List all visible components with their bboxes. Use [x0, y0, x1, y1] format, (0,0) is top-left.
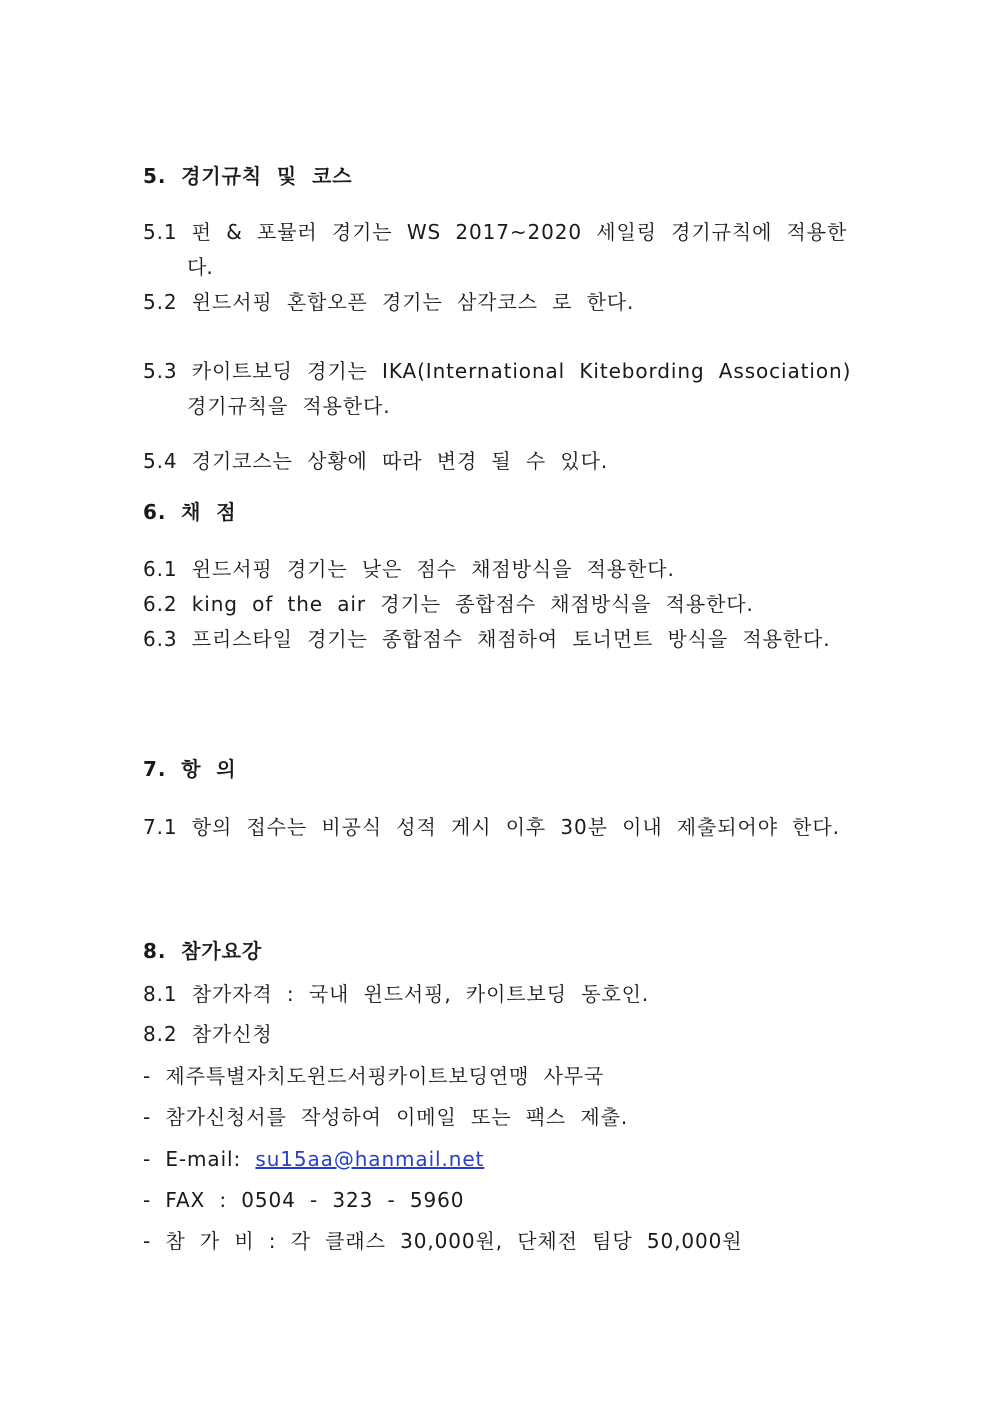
section-6-heading: 6. 채 점 — [143, 500, 237, 524]
detail-email — [143, 1149, 484, 1169]
item-7-1: 7.1 항의 접수는 비공식 성적 게시 이후 30분 이내 제출되어야 한다. — [143, 815, 840, 839]
item-5-3: 5.3 카이트보딩 경기는 IKA(International Kitebording Association) — [143, 359, 852, 383]
item-5-4: 5.4 경기코스는 상황에 따라 변경 될 수 있다. — [143, 449, 609, 473]
detail-application: - 참가신청서를 작성하여 이메일 또는 팩스 제출. — [143, 1105, 629, 1129]
section-8-heading: 8. 참가요강 — [143, 939, 263, 963]
email-label: - E-mail: — [143, 1147, 256, 1171]
item-5-3-cont: 경기규칙을 적용한다. — [187, 394, 391, 418]
section-5-heading: 5. 경기규칙 및 코스 — [143, 164, 353, 188]
detail-fax: - FAX : 0504 - 323 - 5960 — [143, 1188, 465, 1212]
item-6-2: 6.2 king of the air 경기는 종합점수 채점방식을 적용한다. — [143, 592, 754, 616]
item-8-2: 8.2 참가신청 — [143, 1022, 273, 1046]
item-5-2: 5.2 윈드서핑 혼합오픈 경기는 삼각코스 로 한다. — [143, 290, 635, 314]
section-7-heading: 7. 항 의 — [143, 757, 237, 781]
detail-office: - 제주특별자치도윈드서핑카이트보딩연맹 사무국 — [143, 1064, 605, 1088]
item-6-3: 6.3 프리스타일 경기는 종합점수 채점하여 토너먼트 방식을 적용한다. — [143, 627, 831, 651]
item-5-1: 5.1 펀 & 포뮬러 경기는 WS 2017~2020 세일링 경기규칙에 적용한 — [143, 220, 848, 244]
detail-fee: - 참 가 비 : 각 클래스 30,000원, 단체전 팀당 50,000원 — [143, 1229, 743, 1253]
item-8-1: 8.1 참가자격 : 국내 윈드서핑, 카이트보딩 동호인. — [143, 982, 650, 1006]
item-5-1-cont: 다. — [187, 255, 213, 279]
item-6-1: 6.1 윈드서핑 경기는 낮은 점수 채점방식을 적용한다. — [143, 557, 675, 581]
email-link[interactable]: su15aa@hanmail.net — [255, 1147, 485, 1171]
